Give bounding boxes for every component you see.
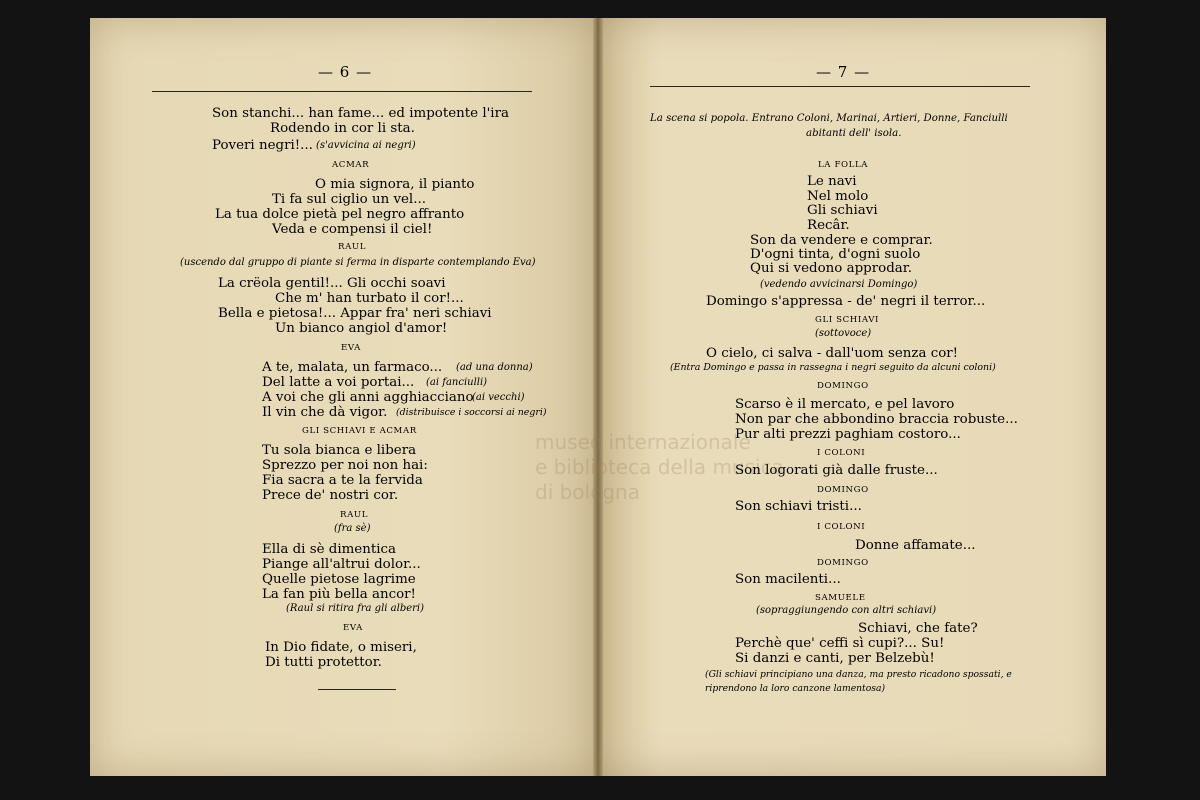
watermark-line-1: museo internazionale <box>535 430 751 454</box>
stage-direction: (Entra Domingo e passa in rassegna i negri seguito da alcuni coloni) <box>670 362 996 373</box>
header-rule-left <box>152 91 532 92</box>
verse-line: O mia signora, il pianto <box>315 177 475 192</box>
watermark-line-2: e biblioteca della musica <box>535 455 784 479</box>
speaker-name: ACMAR <box>332 160 370 170</box>
verse-line: Veda e compensi il ciel! <box>272 222 433 237</box>
book-spine <box>593 18 603 776</box>
verse-line: O cielo, ci salva - dall'uom senza cor! <box>706 346 959 361</box>
verse-line: Fia sacra a te la fervida <box>262 473 423 488</box>
verse-line: Recâr. <box>807 218 850 233</box>
header-rule-right <box>650 86 1030 87</box>
verse-line: A voi che gli anni agghiacciano <box>262 390 474 405</box>
speaker-name: I COLONI <box>817 448 866 458</box>
verse-line: Pur alti prezzi paghiam costoro... <box>735 427 961 442</box>
stage-direction: (ad una donna) <box>456 362 533 373</box>
verse-line: A te, malata, un farmaco... <box>262 360 443 375</box>
verse-line: Perchè que' ceffi sì cupi?... Su! <box>735 636 945 651</box>
stage-direction: (ai vecchi) <box>472 392 525 403</box>
verse-line: Che m' han turbato il cor!... <box>275 291 464 306</box>
page-number-right: — 7 — <box>816 63 871 81</box>
stage-direction: (sopraggiungendo con altri schiavi) <box>756 605 937 616</box>
verse-line: Poveri negri!... <box>212 138 313 153</box>
page-number-left: — 6 — <box>318 63 373 81</box>
verse-line: Si danzi e canti, per Belzebù! <box>735 651 935 666</box>
verse-line: La crëola gentil!... Gli occhi soavi <box>218 276 446 291</box>
scene-direction: abitanti dell' isola. <box>806 128 902 139</box>
verse-line: La fan più bella ancor! <box>262 587 416 602</box>
verse-line: Domingo s'appressa - de' negri il terror... <box>706 294 986 309</box>
verse-line: Son logorati già dalle fruste... <box>735 463 938 478</box>
verse-line: In Dio fidate, o miseri, <box>265 640 417 655</box>
verse-line: Ella di sè dimentica <box>262 542 396 557</box>
verse-line: Del latte a voi portai... <box>262 375 415 390</box>
verse-line: Nel molo <box>807 189 869 204</box>
verse-line: Son macilenti... <box>735 572 841 587</box>
stage-direction: (Raul si ritira fra gli alberi) <box>286 603 425 614</box>
speaker-name: DOMINGO <box>817 381 869 391</box>
verse-line: Il vin che dà vigor. <box>262 405 388 420</box>
verse-line: Qui si vedono approdar. <box>750 261 912 276</box>
speaker-name: RAUL <box>340 510 369 520</box>
speaker-name: LA FOLLA <box>818 160 869 170</box>
end-rule-left <box>318 689 396 690</box>
speaker-name: GLI SCHIAVI E ACMAR <box>302 426 417 436</box>
stage-direction: (sottovoce) <box>815 328 872 339</box>
verse-line: Non par che abbondino braccia robuste... <box>735 412 1018 427</box>
verse-line: D'ogni tinta, d'ogni suolo <box>750 247 921 262</box>
scene-direction: La scena si popola. Entrano Coloni, Marinai, Artieri, Donne, Fanciulli <box>650 113 1008 124</box>
verse-line: Quelle pietose lagrime <box>262 572 416 587</box>
speaker-name: DOMINGO <box>817 558 869 568</box>
verse-line: Rodendo in cor li sta. <box>270 121 415 136</box>
verse-line: Un bianco angiol d'amor! <box>275 321 448 336</box>
verse-line: Son da vendere e comprar. <box>750 233 933 248</box>
verse-line: Tu sola bianca e libera <box>262 443 417 458</box>
stage-direction: (ai fanciulli) <box>426 377 488 388</box>
stage-direction: (uscendo dal gruppo di piante si ferma in disparte contemplando Eva) <box>180 257 536 268</box>
verse-line: Sprezzo per noi non hai: <box>262 458 428 473</box>
stage-direction: (s'avvicina ai negri) <box>316 140 416 151</box>
verse-line: Ti fa sul ciglio un vel... <box>272 192 426 207</box>
stage-direction: (distribuisce i soccorsi ai negri) <box>396 407 547 418</box>
speaker-name: GLI SCHIAVI <box>815 315 880 325</box>
verse-line: Schiavi, che fate? <box>858 621 978 636</box>
watermark-line-3: di bologna <box>535 480 640 504</box>
speaker-name: EVA <box>341 343 361 353</box>
verse-line: Le navi <box>807 174 857 189</box>
speaker-name: SAMUELE <box>815 593 866 603</box>
verse-line: Di tutti protettor. <box>265 655 382 670</box>
stage-direction: (Gli schiavi principiano una danza, ma presto ricadono spossati, e <box>705 669 1012 680</box>
verse-line: Son schiavi tristi... <box>735 499 862 514</box>
verse-line: La tua dolce pietà pel negro affranto <box>215 207 465 222</box>
speaker-name: RAUL <box>338 242 367 252</box>
stage-direction: riprendono la loro canzone lamentosa) <box>705 683 886 694</box>
verse-line: Scarso è il mercato, e pel lavoro <box>735 397 955 412</box>
speaker-name: EVA <box>343 623 363 633</box>
verse-line: Bella e pietosa!... Appar fra' neri schiavi <box>218 306 492 321</box>
stage-direction: (vedendo avvicinarsi Domingo) <box>760 279 918 290</box>
speaker-name: DOMINGO <box>817 485 869 495</box>
stage-direction: (fra sè) <box>334 523 371 534</box>
verse-line: Donne affamate... <box>855 538 976 553</box>
verse-line: Gli schiavi <box>807 203 878 218</box>
verse-line: Son stanchi... han fame... ed impotente l'ira <box>212 106 509 121</box>
verse-line: Prece de' nostri cor. <box>262 488 399 503</box>
verse-line: Piange all'altrui dolor... <box>262 557 421 572</box>
speaker-name: I COLONI <box>817 522 866 532</box>
